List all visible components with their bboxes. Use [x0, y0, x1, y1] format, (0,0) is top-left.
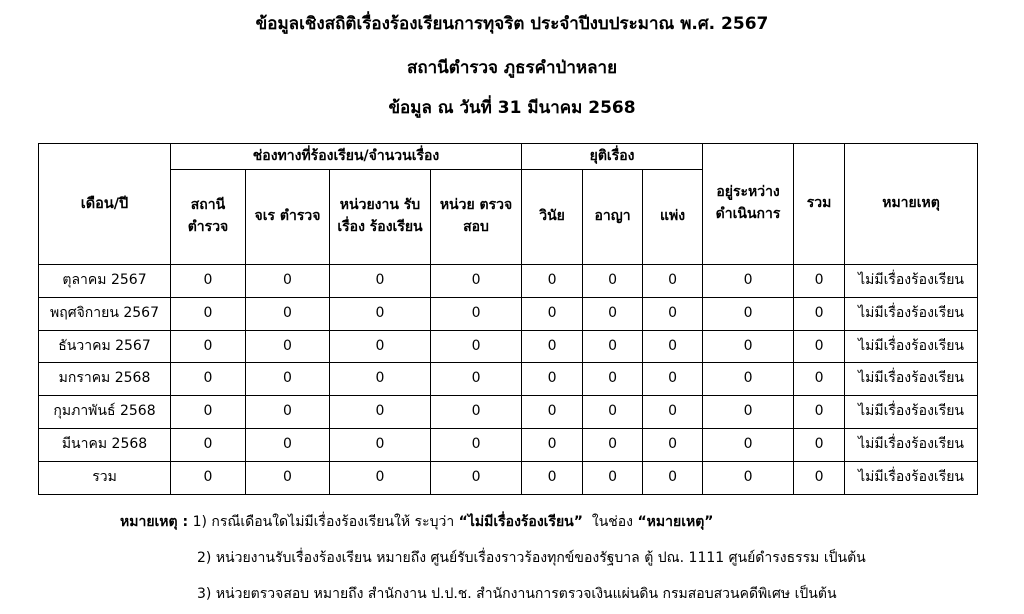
value-cell: 0 [246, 461, 330, 494]
value-cell: 0 [583, 428, 643, 461]
header-cyber-police: จเร ตำรวจ [246, 170, 330, 265]
note-label: หมายเหตุ : [120, 514, 189, 530]
value-cell: 0 [703, 297, 794, 330]
value-cell: 0 [643, 330, 703, 363]
value-cell: 0 [794, 297, 845, 330]
table-body [39, 265, 978, 495]
value-cell: 0 [171, 297, 246, 330]
table-row [39, 265, 978, 298]
value-cell: 0 [171, 363, 246, 396]
value-cell: 0 [171, 265, 246, 298]
value-cell: 0 [643, 461, 703, 494]
header-in-progress: อยู่ระหว่าง ดำเนินการ [703, 144, 794, 265]
table-row [39, 297, 978, 330]
value-cell: 0 [794, 461, 845, 494]
value-cell: 0 [522, 265, 583, 298]
value-cell: 0 [330, 428, 431, 461]
value-cell: 0 [330, 461, 431, 494]
note-1-text-b: “ไม่มีเรื่องร้องเรียน” [458, 514, 583, 530]
value-cell: 0 [794, 428, 845, 461]
value-cell: 0 [246, 363, 330, 396]
note-1 [120, 511, 714, 533]
note-1-text-d: “หมายเหตุ” [637, 514, 714, 530]
value-cell: 0 [522, 428, 583, 461]
header-month: เดือน/ปี [39, 144, 171, 265]
value-cell: 0 [431, 297, 522, 330]
table-row [39, 396, 978, 429]
value-cell: 0 [171, 330, 246, 363]
value-cell: 0 [171, 461, 246, 494]
remark-cell: ไม่มีเรื่องร้องเรียน [845, 461, 978, 494]
month-cell: มีนาคม 2568 [39, 428, 171, 461]
month-cell: มกราคม 2568 [39, 363, 171, 396]
note-2: 2) หน่วยงานรับเรื่องร้องเรียน หมายถึง ศูนย์รับเรื่องราวร้องทุกข์ของรัฐบาล ตู้ ปณ. 1111 ศูนย์ดำรงธรรม เป็นต้น [197, 550, 866, 566]
value-cell: 0 [330, 363, 431, 396]
value-cell: 0 [246, 428, 330, 461]
remark-cell: ไม่มีเรื่องร้องเรียน [845, 428, 978, 461]
total-label-cell: รวม [39, 461, 171, 494]
value-cell: 0 [431, 396, 522, 429]
value-cell: 0 [522, 461, 583, 494]
note-1-text-c: ในช่อง [591, 514, 634, 530]
value-cell: 0 [643, 363, 703, 396]
note-1-text-a: 1) กรณีเดือนใดไม่มีเรื่องร้องเรียนให้ ระบุว่า [192, 514, 455, 530]
value-cell: 0 [171, 396, 246, 429]
header-station: สถานี ตำรวจ [171, 170, 246, 265]
value-cell: 0 [643, 297, 703, 330]
month-cell: ตุลาคม 2567 [39, 265, 171, 298]
value-cell: 0 [431, 428, 522, 461]
value-cell: 0 [643, 265, 703, 298]
value-cell: 0 [794, 363, 845, 396]
value-cell: 0 [330, 330, 431, 363]
remark-cell: ไม่มีเรื่องร้องเรียน [845, 396, 978, 429]
table-total-row [39, 461, 978, 494]
value-cell: 0 [431, 330, 522, 363]
value-cell: 0 [583, 461, 643, 494]
value-cell: 0 [431, 363, 522, 396]
table-row [39, 428, 978, 461]
value-cell: 0 [171, 428, 246, 461]
value-cell: 0 [703, 330, 794, 363]
value-cell: 0 [703, 461, 794, 494]
value-cell: 0 [522, 297, 583, 330]
remark-cell: ไม่มีเรื่องร้องเรียน [845, 265, 978, 298]
value-cell: 0 [643, 428, 703, 461]
header-discipline: วินัย [522, 170, 583, 265]
value-cell: 0 [330, 396, 431, 429]
report-title: ข้อมูลเชิงสถิติเรื่องร้องเรียนการทุจริต ประจำปีงบประมาณ พ.ศ. 2567 [255, 14, 769, 34]
value-cell: 0 [330, 297, 431, 330]
value-cell: 0 [583, 265, 643, 298]
value-cell: 0 [643, 396, 703, 429]
value-cell: 0 [522, 330, 583, 363]
remark-cell: ไม่มีเรื่องร้องเรียน [845, 363, 978, 396]
value-cell: 0 [431, 265, 522, 298]
header-civil: แพ่ง [643, 170, 703, 265]
data-as-of-date: ข้อมูล ณ วันที่ 31 มีนาคม 2568 [388, 98, 636, 118]
complaint-statistics-table [38, 143, 978, 495]
value-cell: 0 [703, 363, 794, 396]
value-cell: 0 [246, 265, 330, 298]
value-cell: 0 [246, 330, 330, 363]
value-cell: 0 [703, 265, 794, 298]
header-total: รวม [794, 144, 845, 265]
value-cell: 0 [703, 428, 794, 461]
value-cell: 0 [246, 396, 330, 429]
value-cell: 0 [431, 461, 522, 494]
month-cell: กุมภาพันธ์ 2568 [39, 396, 171, 429]
value-cell: 0 [583, 297, 643, 330]
header-complaint-center: หน่วยงาน รับเรื่อง ร้องเรียน [330, 170, 431, 265]
value-cell: 0 [583, 330, 643, 363]
note-3: 3) หน่วยตรวจสอบ หมายถึง สำนักงาน ป.ป.ช. สำนักงานการตรวจเงินแผ่นดิน กรมสอบสวนคดีพิเศษ เป็นต้น [197, 586, 837, 602]
station-name: สถานีตำรวจ ภูธรคำป่าหลาย [406, 58, 618, 78]
header-criminal: อาญา [583, 170, 643, 265]
remark-cell: ไม่มีเรื่องร้องเรียน [845, 297, 978, 330]
value-cell: 0 [794, 396, 845, 429]
value-cell: 0 [246, 297, 330, 330]
remark-cell: ไม่มีเรื่องร้องเรียน [845, 330, 978, 363]
table-row [39, 363, 978, 396]
value-cell: 0 [522, 396, 583, 429]
header-resolved-group: ยุติเรื่อง [522, 144, 703, 170]
value-cell: 0 [330, 265, 431, 298]
value-cell: 0 [522, 363, 583, 396]
header-remark: หมายเหตุ [845, 144, 978, 265]
month-cell: พฤศจิกายน 2567 [39, 297, 171, 330]
header-channels-group: ช่องทางที่ร้องเรียน/จำนวนเรื่อง [171, 144, 522, 170]
header-audit-unit: หน่วย ตรวจสอบ [431, 170, 522, 265]
value-cell: 0 [794, 330, 845, 363]
month-cell: ธันวาคม 2567 [39, 330, 171, 363]
value-cell: 0 [794, 265, 845, 298]
table-row [39, 330, 978, 363]
value-cell: 0 [583, 363, 643, 396]
value-cell: 0 [703, 396, 794, 429]
value-cell: 0 [583, 396, 643, 429]
